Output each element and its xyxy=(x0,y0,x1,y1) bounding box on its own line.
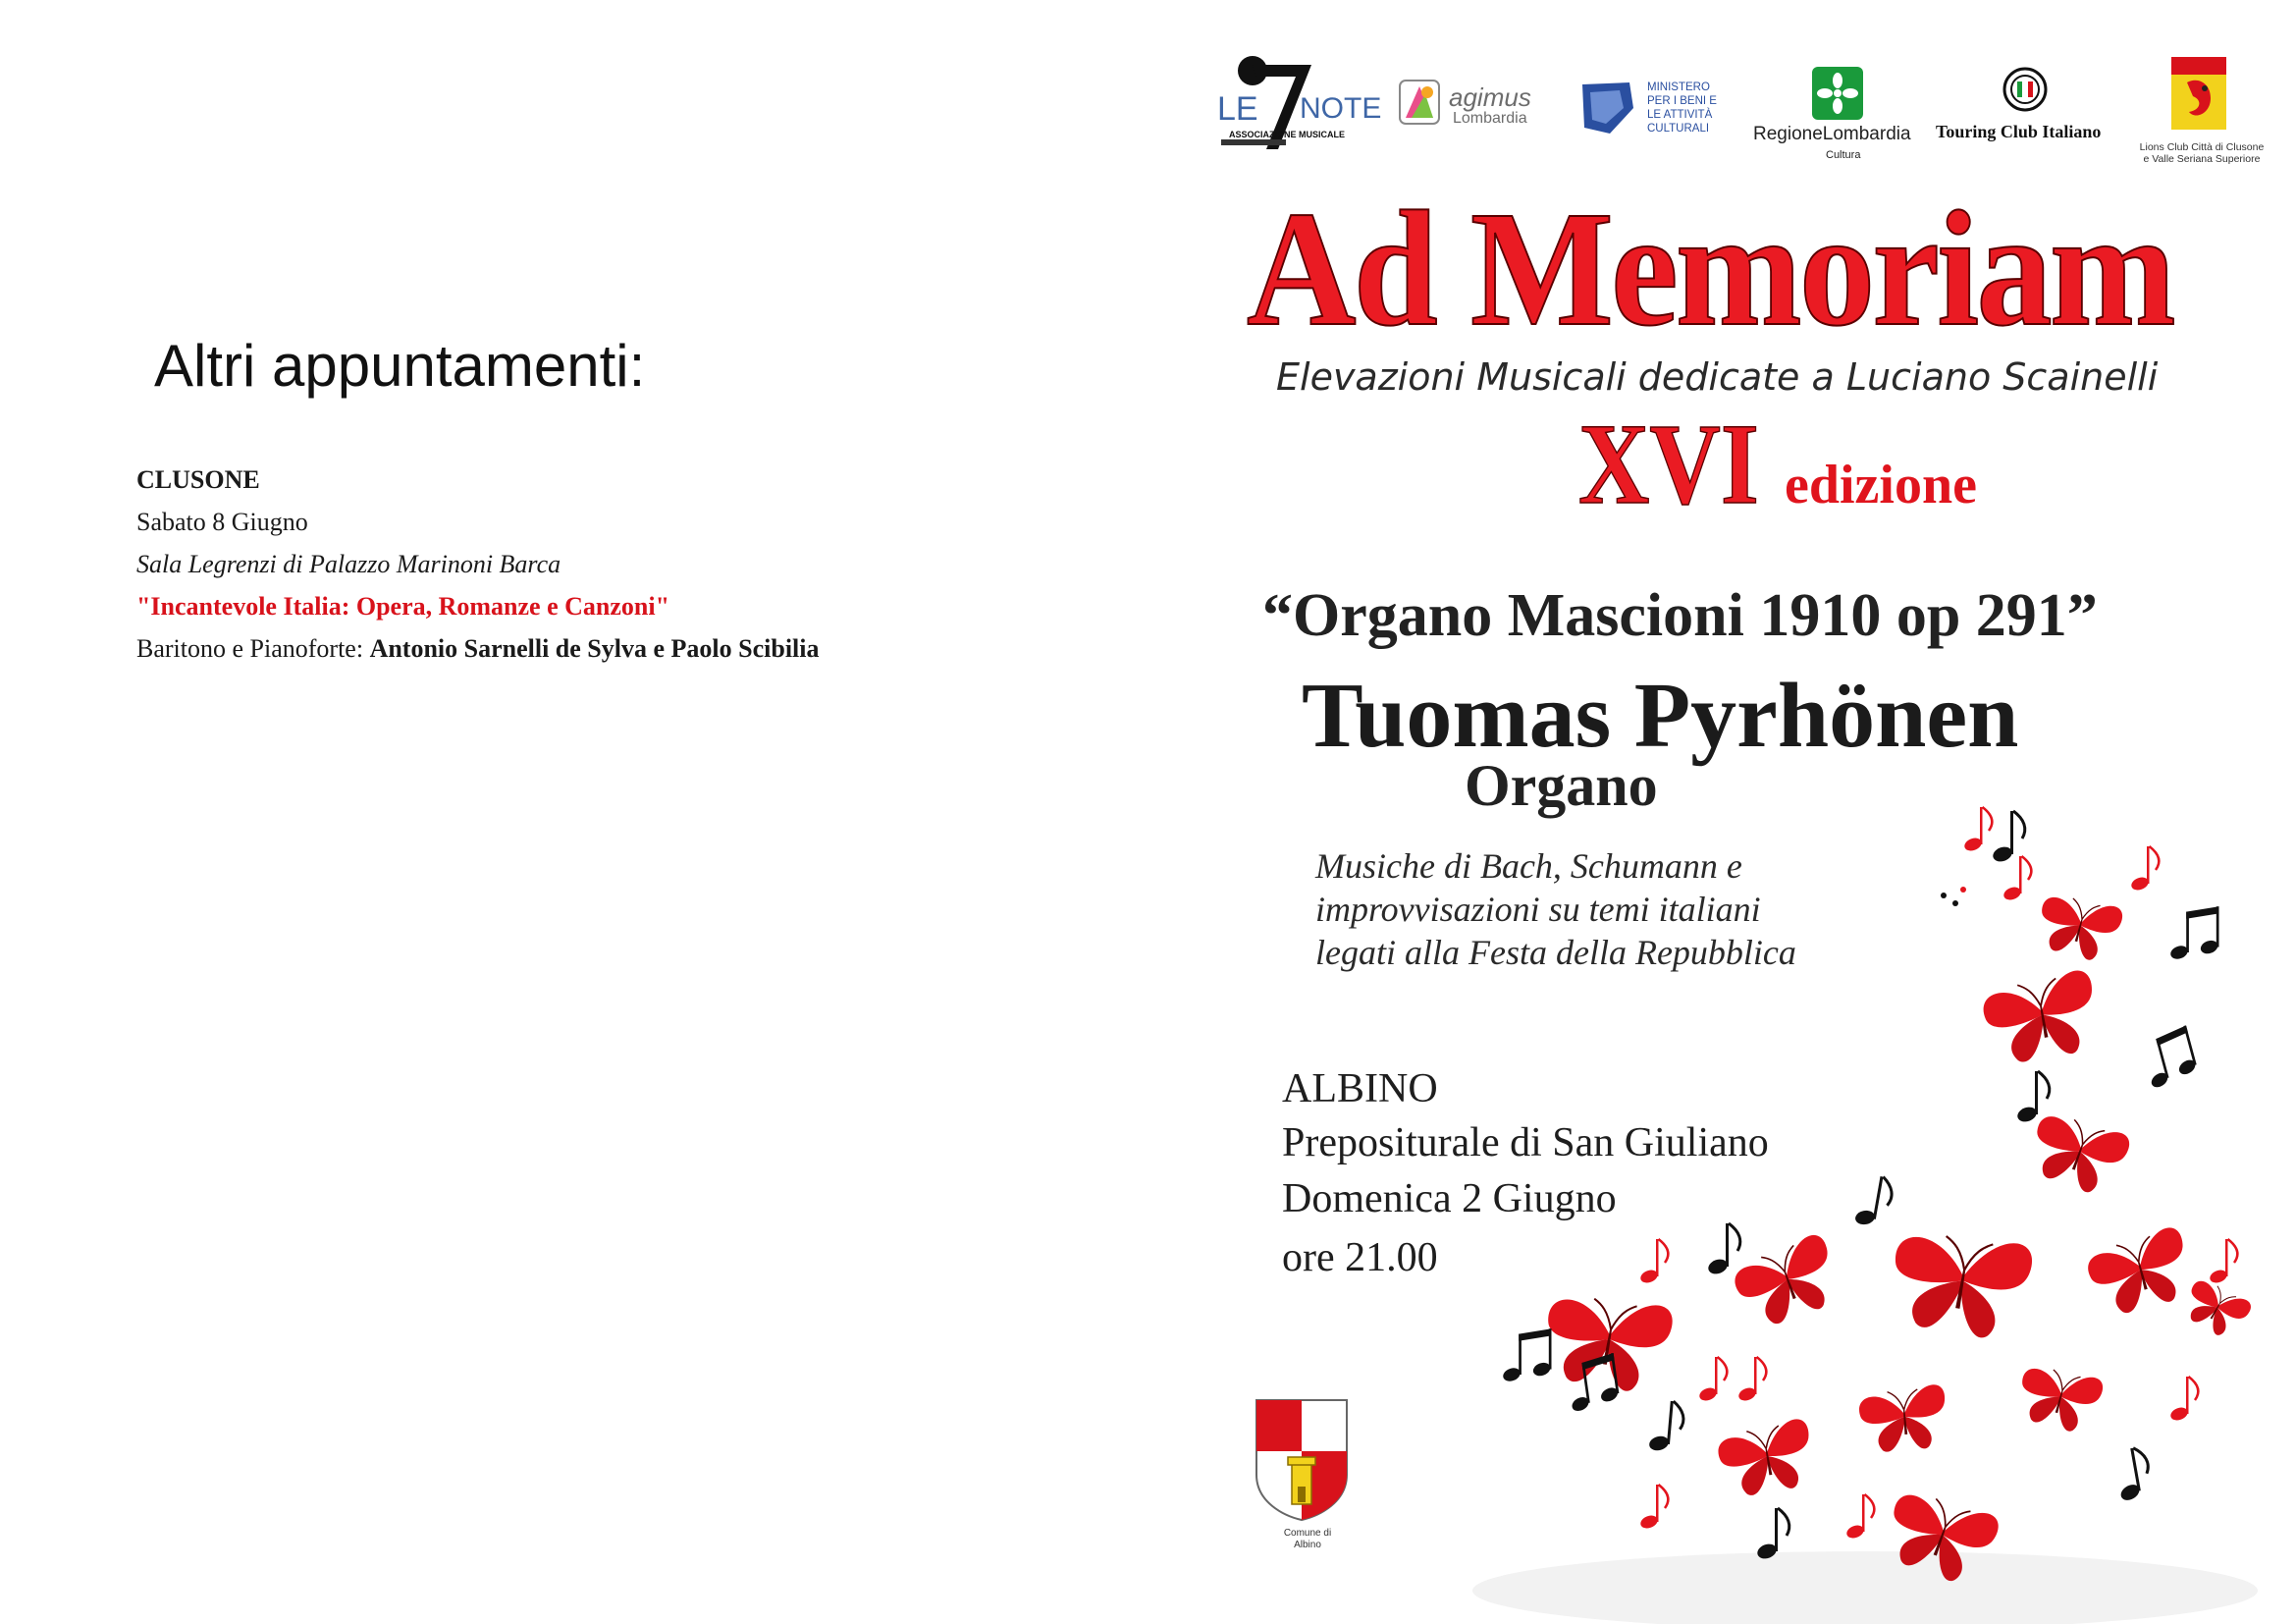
mibac-line-3: LE ATTIVITÀ xyxy=(1647,109,1713,121)
logo-regione-lombardia xyxy=(1753,67,1926,165)
regione-rose-icon xyxy=(1812,67,1863,120)
logo-agimus xyxy=(1398,79,1545,134)
program-line-3: legati alla Festa della Repubblica xyxy=(1315,933,1796,972)
logo-touring-club xyxy=(1936,67,2122,145)
lions-text xyxy=(2128,141,2275,165)
left-heading: Altri appuntamenti: xyxy=(154,333,646,399)
logo-lions-club xyxy=(2120,57,2277,169)
event-city: CLUSONE xyxy=(136,465,260,494)
event-performers xyxy=(136,634,820,664)
event-date: Sabato 8 Giugno xyxy=(136,508,308,536)
regione-name: RegioneLombardia xyxy=(1753,124,1911,144)
poster-subtitle: Elevazioni Musicali dedicate a Luciano Scainelli xyxy=(1276,355,2159,399)
event-venue: Sala Legrenzi di Palazzo Marinoni Barca xyxy=(136,550,561,578)
concert-title: “Organo Mascioni 1910 op 291” xyxy=(1262,582,2098,649)
lions-line-1: Lions Club Città di Clusone xyxy=(2139,141,2265,153)
albino-shield-icon xyxy=(1251,1396,1353,1524)
lions-line-2: e Valle Seriana Superiore xyxy=(2143,153,2261,165)
performer-name: Tuomas Pyrhönen xyxy=(1302,665,2019,767)
event-title: "Incantevole Italia: Opera, Romanze e Canzoni" xyxy=(136,592,670,621)
info-town: ALBINO xyxy=(1282,1066,1438,1111)
regione-sub: Cultura xyxy=(1826,149,1861,161)
agimus-mark-icon xyxy=(1398,79,1441,126)
touring-name: Touring Club Italiano xyxy=(1936,122,2102,141)
performer-instrument: Organo xyxy=(1465,753,1658,818)
albino-label xyxy=(1258,1528,1357,1551)
edition-word: edizione xyxy=(1785,455,1977,515)
program-line-2: improvvisazioni su temi italiani xyxy=(1315,890,1761,929)
touring-emblem-icon xyxy=(2002,67,2048,112)
mibac-line-2: PER I BENI E xyxy=(1647,95,1717,107)
logo-le7note xyxy=(1217,51,1382,159)
agimus-name: agimus xyxy=(1449,82,1531,112)
le7note-subtext: ASSOCIAZIONE MUSICALE xyxy=(1229,130,1346,139)
albino-line-1: Comune di xyxy=(1283,1528,1332,1539)
mibac-text xyxy=(1647,81,1717,135)
mibac-line-4: CULTURALI xyxy=(1647,123,1710,135)
albino-line-2: Albino xyxy=(1294,1540,1321,1550)
poster-title: Ad Memoriam xyxy=(1247,178,2173,360)
lions-crest-icon xyxy=(2171,57,2226,130)
logo-mibac xyxy=(1571,79,1718,139)
le7note-text-le: LE xyxy=(1217,90,1258,128)
event-performers-label: Baritono e Pianoforte: xyxy=(136,634,370,663)
event-performers-names: Antonio Sarnelli de Sylva e Paolo Scibilia xyxy=(369,634,820,663)
le7note-text-note: NOTE xyxy=(1300,92,1382,125)
edition-number: XVI xyxy=(1578,400,1759,528)
info-date: Domenica 2 Giugno xyxy=(1282,1176,1617,1221)
mibac-line-1: MINISTERO xyxy=(1647,81,1710,93)
info-church: Prepositurale di San Giuliano xyxy=(1282,1120,1769,1165)
program-line-1: Musiche di Bach, Schumann e xyxy=(1315,846,1742,886)
butterflies-notes-decoration xyxy=(1453,805,2277,1624)
agimus-region: Lombardia xyxy=(1453,110,1527,127)
mibac-mark: MiBAC xyxy=(1571,96,1584,135)
info-time: ore 21.00 xyxy=(1282,1235,1438,1280)
